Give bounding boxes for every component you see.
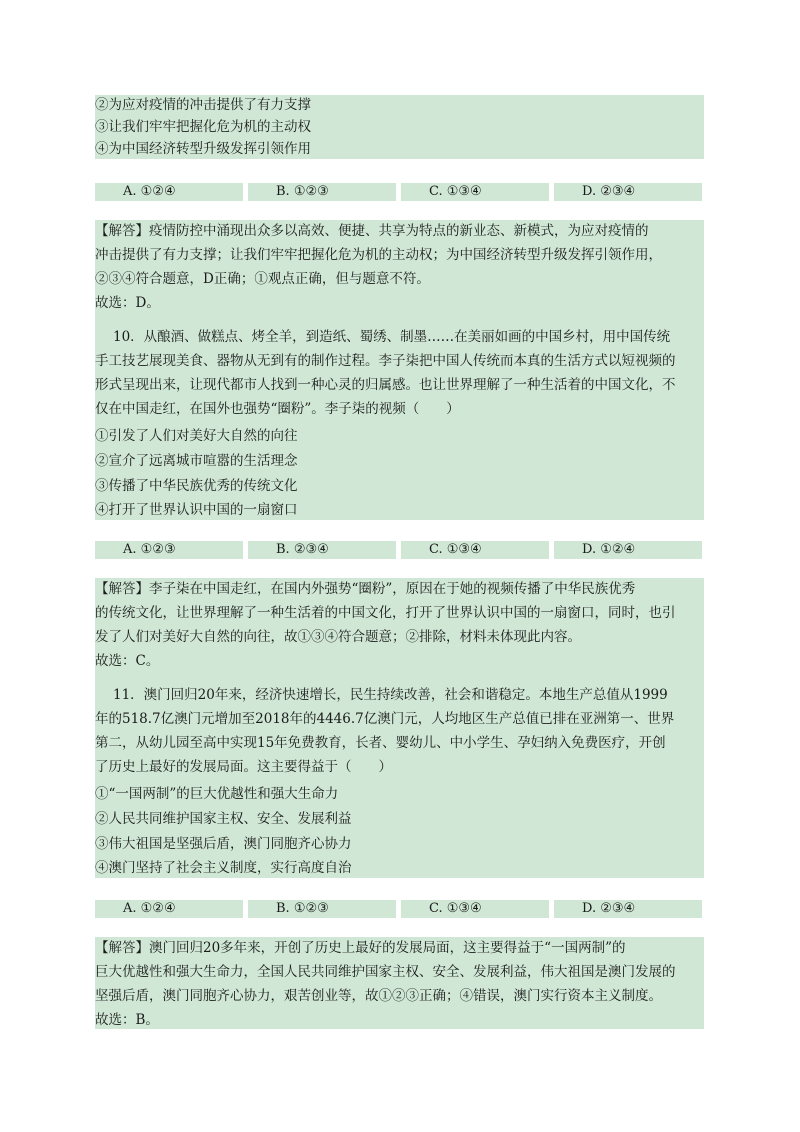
q9-option-d[interactable]: D. ②③④ (554, 183, 702, 201)
q11-option-c[interactable]: C. ①③④ (401, 900, 549, 918)
q11-option-b[interactable]: B. ①②③ (248, 900, 396, 918)
q11-stem-line-2: 年的518.7亿澳门元增加至2018年的4446.7亿澳门元，人均地区生产总值已排在亚洲第一、世界 (95, 711, 675, 727)
q10-answer-line-3: 发了人们对美好大自然的向往，故①③④符合题意；②排除，材料未体现此内容。 (95, 629, 581, 645)
q10-statement-1: ①引发了人们对美好大自然的向往 (95, 428, 298, 444)
q10-block (95, 318, 704, 520)
q11-block (95, 676, 704, 878)
q9-option-a[interactable]: A. ①②④ (95, 183, 243, 201)
q11-answer-line-3: 坚强后盾，澳门同胞齐心协力，艰苦创业等，故①②③正确；④错误，澳门实行资本主义制度。 (95, 988, 662, 1004)
q11-option-a[interactable]: A. ①②④ (95, 900, 243, 918)
q11-options (95, 900, 704, 918)
q11-statement-3: ③伟大祖国是坚强后盾，澳门同胞齐心协力 (95, 836, 352, 852)
q10-statement-3: ③传播了中华民族优秀的传统文化 (95, 478, 298, 494)
q11-stem-line-4: 了历史上最好的发展局面。这主要得益于（ ） (95, 759, 392, 775)
q11-statement-4: ④澳门坚持了社会主义制度，实行高度自治 (95, 860, 352, 876)
q10-answer-block (95, 578, 704, 676)
q9-answer-line-2: 冲击提供了有力支撑；让我们牢牢把握化危为机的主动权；为中国经济转型升级发挥引领作用， (95, 247, 662, 263)
q10-answer-line-2: 的传统文化，让世界理解了一种生活着的中国文化，打开了世界认识中国的一扇窗口，同时，也引 (95, 605, 676, 621)
q11-option-d[interactable]: D. ②③④ (554, 900, 702, 918)
q11-stem-line-3: 第二，从幼儿园至高中实现15年免费教育，长者、婴幼儿、中小学生、孕妇纳入免费医疗，开创 (95, 735, 666, 751)
q11-stem-line-1: 11．澳门回归20年来，经济快速增长，民生持续改善，社会和谐稳定。本地生产总值从1999 (113, 687, 668, 703)
q9-answer-line-4: 故选：D。 (95, 295, 160, 311)
q10-stem-line-3: 形式呈现出来，让现代都市人找到一种心灵的归属感。也让世界理解了一种生活着的中国文化，不 (95, 377, 676, 393)
q9-statements-block (95, 95, 704, 159)
q10-option-a[interactable]: A. ①②③ (95, 541, 243, 559)
q11-answer-line-2: 巨大优越性和强大生命力，全国人民共同维护国家主权、安全、发展利益，伟大祖国是澳门发展的 (95, 964, 676, 980)
q10-option-c[interactable]: C. ①③④ (401, 541, 549, 559)
q10-stem-line-2: 手工技艺展现美食、器物从无到有的制作过程。李子柒把中国人传统而本真的生活方式以短视频的 (95, 353, 676, 369)
q10-option-b[interactable]: B. ②③④ (248, 541, 396, 559)
q9-answer-line-3: ②③④符合题意，D正确；①观点正确，但与题意不符。 (95, 271, 430, 287)
q10-stem-line-4: 仅在中国走红，在国外也强势“圈粉”。李子柒的视频（ ） (95, 401, 460, 417)
q10-stem-line-1: 10．从酿酒、做糕点、烤全羊，到造纸、蜀绣、制墨……在美丽如画的中国乡村，用中国传统 (113, 329, 671, 345)
q10-options (95, 541, 704, 559)
q10-answer-line-1: 【解答】李子柒在中国走红，在国内外强势“圈粉”，原因在于她的视频传播了中华民族优秀 (95, 581, 636, 597)
q9-statement-3: ③让我们牢牢把握化危为机的主动权 (95, 119, 311, 135)
q10-answer-line-4: 故选：C。 (95, 653, 160, 669)
q9-statement-4: ④为中国经济转型升级发挥引领作用 (95, 141, 311, 157)
q10-statement-2: ②宣介了远离城市喧嚣的生活理念 (95, 453, 298, 469)
q11-answer-line-4: 故选：B。 (95, 1012, 159, 1028)
q9-option-b[interactable]: B. ①②③ (248, 183, 396, 201)
q10-statement-4: ④打开了世界认识中国的一扇窗口 (95, 502, 298, 518)
q11-statement-1: ①“一国两制”的巨大优越性和强大生命力 (95, 786, 339, 802)
q11-answer-block (95, 937, 704, 1029)
q9-answer-line-1: 【解答】疫情防控中涌现出众多以高效、便捷、共享为特点的新业态、新模式，为应对疫情的 (95, 223, 649, 239)
q11-answer-line-1: 【解答】澳门回归20多年来，开创了历史上最好的发展局面，这主要得益于“一国两制”的 (95, 940, 626, 956)
q9-answer-block (95, 220, 704, 318)
q9-statement-2: ②为应对疫情的冲击提供了有力支撑 (95, 97, 311, 113)
q9-options (95, 183, 704, 201)
q11-statement-2: ②人民共同维护国家主权、安全、发展利益 (95, 811, 352, 827)
q9-option-c[interactable]: C. ①③④ (401, 183, 549, 201)
q10-option-d[interactable]: D. ①②④ (554, 541, 702, 559)
